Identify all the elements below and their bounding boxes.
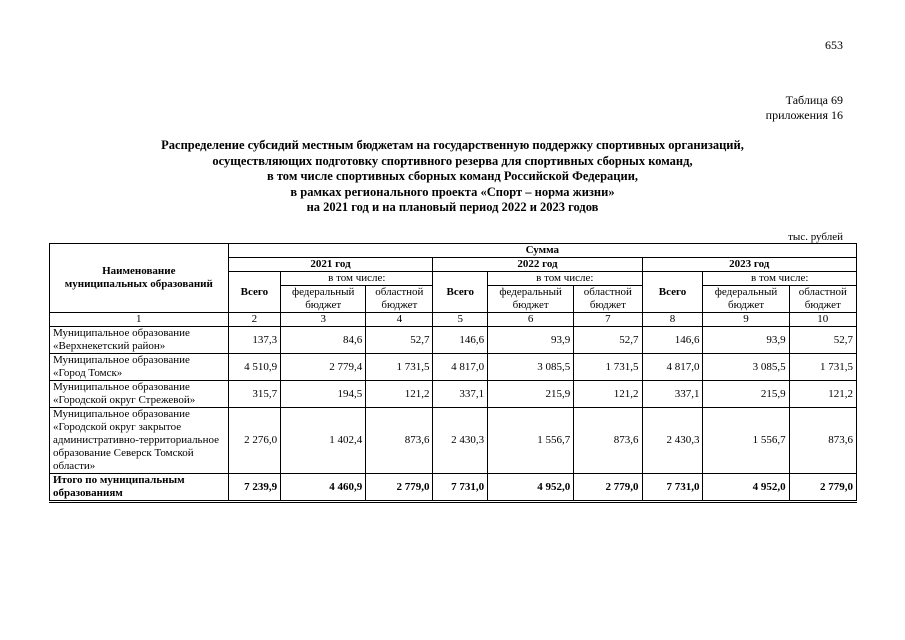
page-number: 653 — [825, 38, 843, 52]
value-cell: 93,9 — [488, 327, 574, 354]
value-cell: 873,6 — [789, 408, 856, 474]
value-cell: 2 430,3 — [433, 408, 488, 474]
title-line: в рамках регионального проекта «Спорт – норма жизни» — [290, 184, 615, 199]
value-cell: 194,5 — [281, 381, 366, 408]
total-value: 2 779,0 — [574, 474, 642, 502]
title-line: Распределение субсидий местным бюджетам на государственную поддержку спортивных организаций, — [161, 138, 744, 152]
value-cell: 146,6 — [642, 327, 703, 354]
value-cell: 873,6 — [574, 408, 642, 474]
value-cell: 52,7 — [789, 327, 856, 354]
value-cell: 4 817,0 — [433, 354, 488, 381]
column-number: 3 — [281, 313, 366, 327]
value-cell: 52,7 — [574, 327, 642, 354]
value-cell: 2 430,3 — [642, 408, 703, 474]
header-regional: областной бюджет — [789, 286, 856, 313]
total-value: 2 779,0 — [366, 474, 433, 502]
table-number: Таблица 69 — [785, 93, 843, 107]
value-cell: 4 510,9 — [228, 354, 281, 381]
municipality-name: Муниципальное образование «Город Томск» — [50, 354, 229, 381]
total-value: 4 460,9 — [281, 474, 366, 502]
units-label: тыс. рублей — [788, 231, 843, 243]
header-regional: областной бюджет — [574, 286, 642, 313]
total-value: 7 239,9 — [228, 474, 281, 502]
value-cell: 121,2 — [789, 381, 856, 408]
header-regional: областной бюджет — [366, 286, 433, 313]
table-row — [50, 381, 857, 408]
municipality-name: Муниципальное образование «Верхнекетский район» — [50, 327, 229, 354]
column-number: 9 — [703, 313, 789, 327]
title-line: в том числе спортивных сборных команд Российской Федерации, — [266, 169, 639, 183]
table-header — [50, 244, 857, 327]
value-cell: 121,2 — [366, 381, 433, 408]
column-number: 1 — [50, 313, 229, 327]
total-value: 4 952,0 — [703, 474, 789, 502]
header-including: в том числе: — [488, 272, 642, 286]
header-federal: федеральный бюджет — [281, 286, 366, 313]
column-number: 8 — [642, 313, 703, 327]
column-number: 5 — [433, 313, 488, 327]
header-including: в том числе: — [281, 272, 433, 286]
value-cell: 52,7 — [366, 327, 433, 354]
value-cell: 215,9 — [488, 381, 574, 408]
table-row — [50, 327, 857, 354]
value-cell: 1 556,7 — [703, 408, 789, 474]
value-cell: 315,7 — [228, 381, 281, 408]
total-value: 7 731,0 — [642, 474, 703, 502]
value-cell: 146,6 — [433, 327, 488, 354]
column-number: 4 — [366, 313, 433, 327]
value-cell: 2 779,4 — [281, 354, 366, 381]
value-cell: 1 731,5 — [789, 354, 856, 381]
header-including: в том числе: — [703, 272, 857, 286]
value-cell: 4 817,0 — [642, 354, 703, 381]
column-number-row — [50, 313, 857, 327]
total-value: 7 731,0 — [433, 474, 488, 502]
value-cell: 337,1 — [433, 381, 488, 408]
value-cell: 873,6 — [366, 408, 433, 474]
value-cell: 337,1 — [642, 381, 703, 408]
total-value: 4 952,0 — [488, 474, 574, 502]
table-row — [50, 354, 857, 381]
municipality-name: Муниципальное образование «Городской округ закрытое административно-территориальное образование Северск Томской области» — [50, 408, 229, 474]
value-cell: 215,9 — [703, 381, 789, 408]
header-year-2021: 2021 год — [228, 258, 433, 272]
table-body — [50, 327, 857, 502]
municipality-name: Муниципальное образование «Городской округ Стрежевой» — [50, 381, 229, 408]
header-total: Всего — [433, 272, 488, 313]
table-reference — [766, 93, 843, 123]
header-federal: федеральный бюджет — [703, 286, 789, 313]
value-cell: 1 556,7 — [488, 408, 574, 474]
column-number: 7 — [574, 313, 642, 327]
value-cell: 137,3 — [228, 327, 281, 354]
header-year-2023: 2023 год — [642, 258, 856, 272]
title-line: осуществляющих подготовку спортивного резерва для спортивных сборных команд, — [212, 153, 693, 168]
value-cell: 2 276,0 — [228, 408, 281, 474]
header-year-2022: 2022 год — [433, 258, 642, 272]
column-number: 2 — [228, 313, 281, 327]
total-row — [50, 474, 857, 502]
column-number: 6 — [488, 313, 574, 327]
column-number: 10 — [789, 313, 856, 327]
value-cell: 3 085,5 — [488, 354, 574, 381]
total-value: 2 779,0 — [789, 474, 856, 502]
total-label: Итого по муниципальным образованиям — [50, 474, 229, 502]
header-total: Всего — [228, 272, 281, 313]
header-federal: федеральный бюджет — [488, 286, 574, 313]
value-cell: 1 731,5 — [574, 354, 642, 381]
table-row — [50, 408, 857, 474]
document-title — [40, 138, 865, 216]
header-total: Всего — [642, 272, 703, 313]
header-name-column: Наименование муниципальных образований — [50, 244, 229, 313]
subsidy-table — [49, 243, 857, 503]
value-cell: 84,6 — [281, 327, 366, 354]
value-cell: 1 731,5 — [366, 354, 433, 381]
value-cell: 3 085,5 — [703, 354, 789, 381]
value-cell: 1 402,4 — [281, 408, 366, 474]
appendix-number: приложения 16 — [765, 108, 843, 122]
header-sum: Сумма — [228, 244, 856, 258]
title-line: на 2021 год и на плановый период 2022 и 2023 годов — [306, 200, 599, 214]
value-cell: 93,9 — [703, 327, 789, 354]
value-cell: 121,2 — [574, 381, 642, 408]
